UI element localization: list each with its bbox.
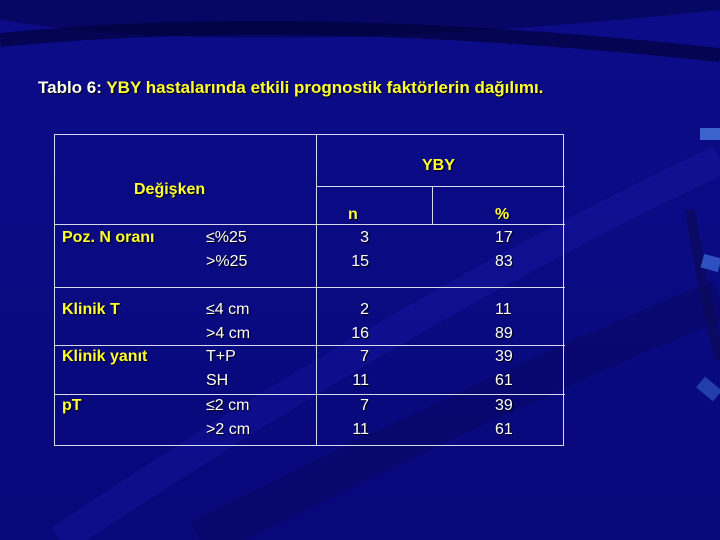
caption-prefix: Tablo 6:	[38, 78, 107, 97]
header-group: YBY	[422, 157, 455, 174]
header-subdivider	[316, 186, 565, 187]
row-n: 3	[360, 229, 369, 246]
row-sublabel: ≤4 cm	[206, 301, 250, 318]
results-table	[54, 134, 564, 446]
row-percent: 39	[495, 348, 513, 365]
row-sublabel: >2 cm	[206, 421, 251, 438]
row-n: 11	[352, 421, 369, 438]
row-label: Klinik T	[62, 301, 120, 318]
row-n: 16	[351, 325, 369, 342]
row-label: Poz. N oranı	[62, 229, 155, 246]
row-n: 15	[351, 253, 369, 270]
header-divider	[55, 224, 565, 225]
header-variable: Değişken	[134, 181, 206, 198]
header-percent: %	[495, 206, 510, 223]
row-sublabel: ≤%25	[206, 229, 247, 246]
row-percent: 61	[495, 372, 513, 389]
row-label: pT	[62, 397, 82, 414]
row-sublabel: >%25	[206, 253, 248, 270]
row-sublabel: ≤2 cm	[206, 397, 250, 414]
row-sublabel: SH	[206, 372, 229, 389]
row-divider	[55, 394, 565, 395]
row-percent: 17	[495, 229, 513, 246]
row-sublabel: T+P	[206, 348, 236, 365]
column-divider	[316, 135, 317, 445]
row-n: 11	[352, 372, 369, 389]
header-n: n	[348, 206, 358, 223]
row-percent: 83	[495, 253, 513, 270]
column-divider-sub	[432, 186, 433, 224]
row-label: Klinik yanıt	[62, 348, 148, 365]
row-percent: 61	[495, 421, 513, 438]
row-percent: 89	[495, 325, 513, 342]
row-n: 2	[360, 301, 369, 318]
row-n: 7	[360, 397, 369, 414]
caption-text: YBY hastalarında etkili prognostik faktörlerin dağılımı.	[106, 78, 544, 97]
row-divider	[55, 287, 565, 288]
row-sublabel: >4 cm	[206, 325, 251, 342]
row-percent: 11	[495, 301, 512, 318]
row-percent: 39	[495, 397, 513, 414]
row-n: 7	[360, 348, 369, 365]
table-caption	[38, 78, 543, 98]
